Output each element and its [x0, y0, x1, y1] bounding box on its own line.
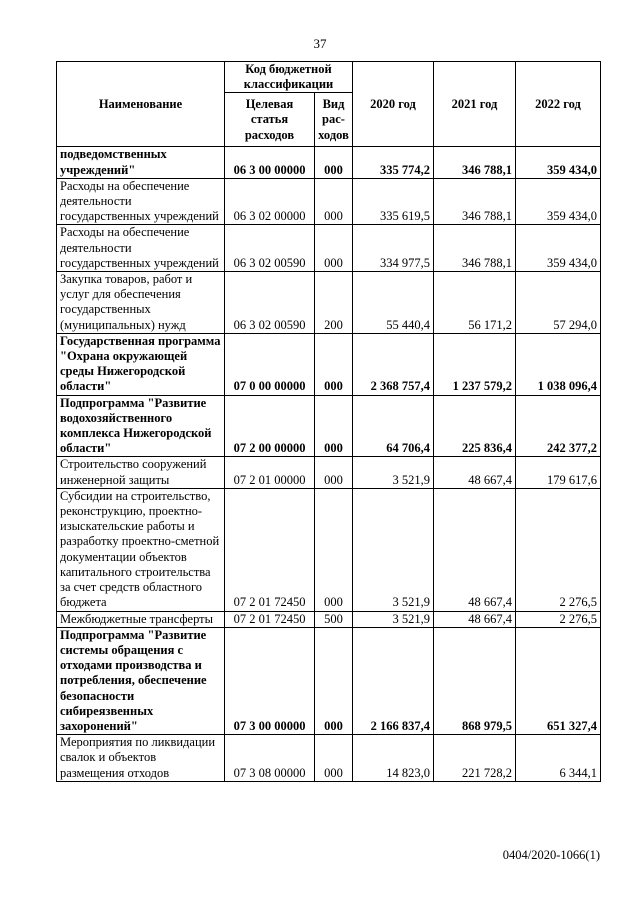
cell-2020: 335 619,5 — [353, 178, 434, 225]
cell-target-article: 06 3 02 00590 — [225, 272, 315, 334]
cell-target-article: 07 2 00 00000 — [225, 395, 315, 457]
cell-2022: 242 377,2 — [516, 395, 601, 457]
cell-2021: 225 836,4 — [434, 395, 516, 457]
cell-2020: 3 521,9 — [353, 611, 434, 627]
page-number: 37 — [313, 36, 327, 51]
table-row — [57, 735, 601, 782]
cell-2021: 346 788,1 — [434, 147, 516, 178]
table-row — [57, 488, 601, 611]
cell-2021: 346 788,1 — [434, 178, 516, 225]
cell-2022: 1 038 096,4 — [516, 333, 601, 395]
cell-target-article: 07 2 01 72450 — [225, 611, 315, 627]
cell-2021: 56 171,2 — [434, 272, 516, 334]
cell-name: Подпрограмма "Развитие водохозяйственного комплекса Нижегородской области" — [57, 395, 225, 457]
cell-expense-type: 000 — [315, 627, 353, 734]
cell-expense-type: 500 — [315, 611, 353, 627]
cell-2022: 2 276,5 — [516, 488, 601, 611]
cell-2022: 359 434,0 — [516, 178, 601, 225]
table-row — [57, 333, 601, 395]
header-expense-type: Вид рас-ходов — [315, 93, 353, 147]
cell-2022: 359 434,0 — [516, 147, 601, 178]
header-year-2022: 2022 год — [516, 62, 601, 147]
cell-name: Мероприятия по ликвидации свалок и объектов размещения отходов — [57, 735, 225, 782]
cell-2020: 2 166 837,4 — [353, 627, 434, 734]
table-row — [57, 225, 601, 272]
cell-2020: 55 440,4 — [353, 272, 434, 334]
table-header — [57, 62, 601, 147]
cell-target-article: 06 3 00 00000 — [225, 147, 315, 178]
cell-name: Межбюджетные трансферты — [57, 611, 225, 627]
cell-2020: 2 368 757,4 — [353, 333, 434, 395]
header-target-article: Целевая статья расходов — [225, 93, 315, 147]
table-row — [57, 457, 601, 488]
cell-2020: 335 774,2 — [353, 147, 434, 178]
budget-table — [56, 61, 601, 782]
header-code-group: Код бюджетной классификации — [225, 62, 353, 93]
cell-name: Расходы на обеспечение деятельности государственных учреждений — [57, 178, 225, 225]
cell-name: Расходы на обеспечение деятельности государственных учреждений — [57, 225, 225, 272]
cell-2020: 334 977,5 — [353, 225, 434, 272]
cell-target-article: 07 3 08 00000 — [225, 735, 315, 782]
cell-target-article: 07 2 01 72450 — [225, 488, 315, 611]
cell-name: Субсидии на строительство, реконструкцию, проектно-изыскательские работы и разработку проектно-сметной документации объектов капитального строительства за счет средств областного бюджета — [57, 488, 225, 611]
cell-expense-type: 000 — [315, 488, 353, 611]
table-body — [57, 147, 601, 781]
table-row — [57, 272, 601, 334]
cell-target-article: 07 0 00 00000 — [225, 333, 315, 395]
cell-expense-type: 000 — [315, 178, 353, 225]
header-year-2020: 2020 год — [353, 62, 434, 147]
cell-2020: 64 706,4 — [353, 395, 434, 457]
cell-2022: 2 276,5 — [516, 611, 601, 627]
cell-2020: 3 521,9 — [353, 457, 434, 488]
cell-expense-type: 000 — [315, 147, 353, 178]
cell-2021: 48 667,4 — [434, 488, 516, 611]
cell-2021: 221 728,2 — [434, 735, 516, 782]
cell-expense-type: 200 — [315, 272, 353, 334]
document-id: 0404/2020-1066(1) — [502, 848, 600, 862]
table-row — [57, 395, 601, 457]
table-row — [57, 178, 601, 225]
cell-2022: 651 327,4 — [516, 627, 601, 734]
cell-2021: 346 788,1 — [434, 225, 516, 272]
cell-target-article: 06 3 02 00000 — [225, 178, 315, 225]
table-row — [57, 627, 601, 734]
cell-expense-type: 000 — [315, 735, 353, 782]
header-year-2021: 2021 год — [434, 62, 516, 147]
header-name: Наименование — [57, 62, 225, 147]
cell-target-article: 07 2 01 00000 — [225, 457, 315, 488]
cell-2022: 179 617,6 — [516, 457, 601, 488]
cell-name: подведомственных учреждений" — [57, 147, 225, 178]
cell-name: Строительство сооружений инженерной защиты — [57, 457, 225, 488]
cell-expense-type: 000 — [315, 457, 353, 488]
table-row — [57, 147, 601, 178]
cell-2022: 359 434,0 — [516, 225, 601, 272]
cell-2021: 48 667,4 — [434, 457, 516, 488]
cell-2021: 868 979,5 — [434, 627, 516, 734]
cell-2021: 1 237 579,2 — [434, 333, 516, 395]
cell-name: Закупка товаров, работ и услуг для обеспечения государственных (муниципальных) нужд — [57, 272, 225, 334]
cell-target-article: 07 3 00 00000 — [225, 627, 315, 734]
cell-name: Государственная программа "Охрана окружающей среды Нижегородской области" — [57, 333, 225, 395]
table-row — [57, 611, 601, 627]
cell-target-article: 06 3 02 00590 — [225, 225, 315, 272]
cell-2022: 57 294,0 — [516, 272, 601, 334]
cell-2022: 6 344,1 — [516, 735, 601, 782]
cell-2020: 3 521,9 — [353, 488, 434, 611]
cell-name: Подпрограмма "Развитие системы обращения с отходами производства и потребления, обеспечение безопасности сибиреязвенных захоронений" — [57, 627, 225, 734]
cell-2020: 14 823,0 — [353, 735, 434, 782]
cell-expense-type: 000 — [315, 225, 353, 272]
cell-expense-type: 000 — [315, 395, 353, 457]
cell-2021: 48 667,4 — [434, 611, 516, 627]
cell-expense-type: 000 — [315, 333, 353, 395]
